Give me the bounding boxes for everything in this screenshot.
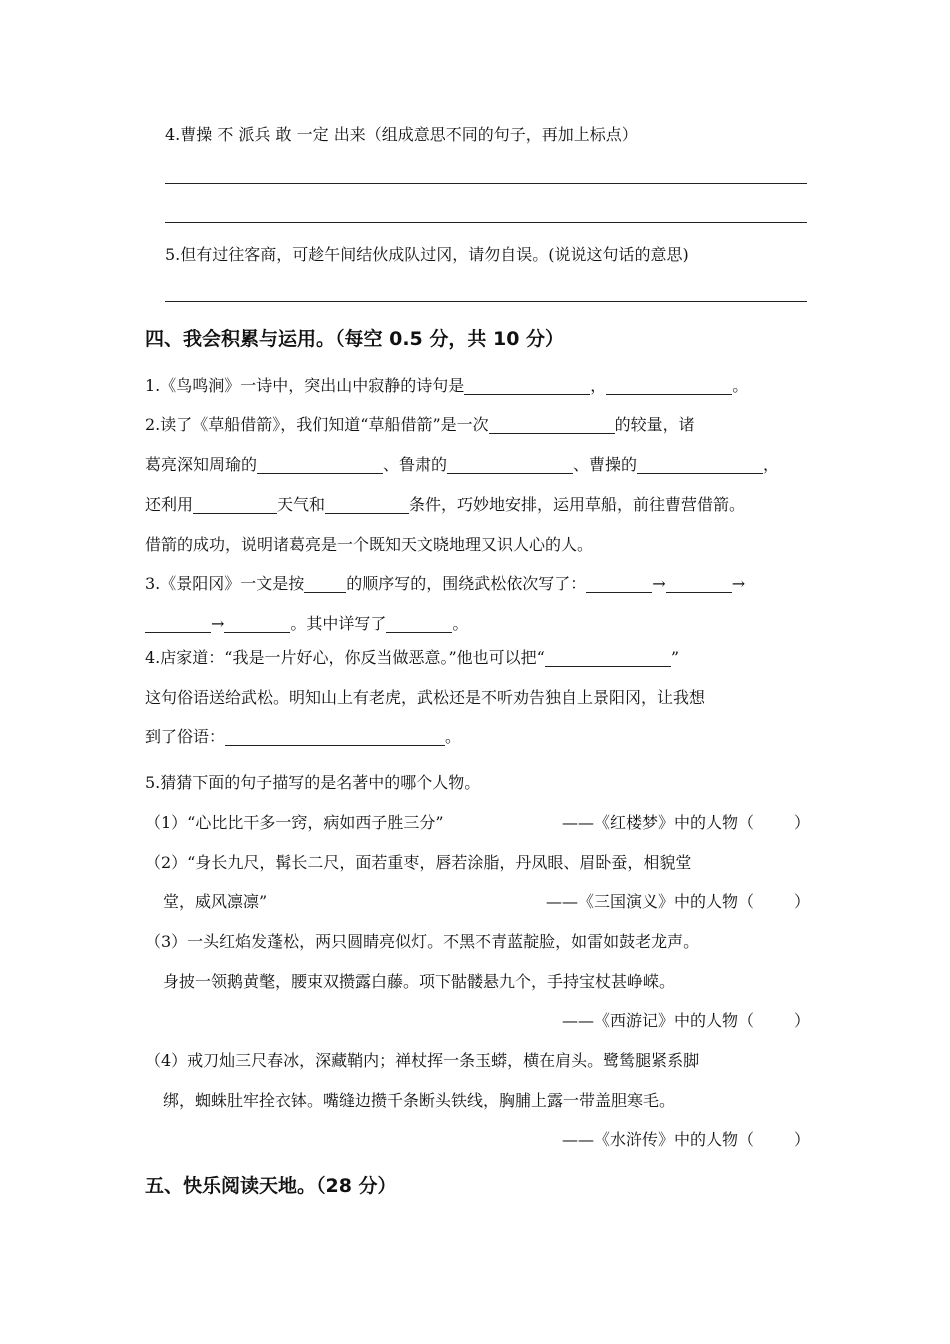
section-4-title: 四、我会积累与运用。（每空 0.5 分，共 10 分） bbox=[145, 328, 565, 350]
item-3-line-1: 3.《景阳冈》一文是按 的顺序写的，围绕武松依次写了： → → bbox=[145, 574, 746, 593]
item-5-3-line-1: （3）一头红焰发蓬松，两只圆睛亮似灯。不黑不青蓝靛脸，如雷如鼓老龙声。 bbox=[145, 932, 700, 951]
blank[interactable] bbox=[225, 727, 445, 746]
item-5-4-line-1: （4）戒刀灿三尺春冰，深藏鞘内；禅杖挥一条玉蟒，横在肩头。鹭鸶腿紧系脚 bbox=[145, 1051, 700, 1070]
blank[interactable] bbox=[304, 574, 346, 593]
blank[interactable] bbox=[224, 614, 290, 633]
item-1: 1.《鸟鸣涧》一诗中，突出山中寂静的诗句是 ， 。 bbox=[145, 376, 749, 395]
blank[interactable] bbox=[586, 574, 652, 593]
blank[interactable] bbox=[637, 455, 763, 474]
item-2-line-4: 借箭的成功，说明诸葛亮是一个既知天文晓地理又识人心的人。 bbox=[145, 535, 594, 554]
blank[interactable] bbox=[666, 574, 732, 593]
blank[interactable] bbox=[489, 415, 615, 434]
section-5-title: 五、快乐阅读天地。（28 分） bbox=[145, 1175, 397, 1197]
item-5-3-line-3: ——《西游记》中的人物（ ） bbox=[561, 1011, 810, 1030]
answer-line-q4-1[interactable] bbox=[165, 183, 807, 184]
item-4-line-1: 4.店家道：“我是一片好心，你反当做恶意。”他也可以把“ ” bbox=[145, 648, 679, 667]
blank[interactable] bbox=[606, 376, 732, 395]
blank[interactable] bbox=[447, 455, 573, 474]
item-5-3-line-2: 身披一领鹅黄氅，腰束双攒露白藤。项下骷髅悬九个，手持宝杖甚峥嵘。 bbox=[163, 972, 676, 991]
item-2-line-3: 还利用 天气和 条件，巧妙地安排，运用草船，前往曹营借箭。 bbox=[145, 495, 746, 514]
item-5-2-line-2: 堂，威风凛凛” ——《三国演义》中的人物（ ） bbox=[163, 892, 810, 911]
answer-line-q4-2[interactable] bbox=[165, 222, 807, 223]
q5-prompt: 5.但有过往客商，可趁午间结伙成队过冈，请勿自误。(说说这句话的意思) bbox=[165, 245, 689, 264]
item-5-4-line-3: ——《水浒传》中的人物（ ） bbox=[561, 1130, 810, 1149]
item-5-title: 5.猜猜下面的句子描写的是名著中的哪个人物。 bbox=[145, 773, 481, 792]
item-3-line-2: → 。其中详写了 。 bbox=[145, 612, 810, 636]
item-4-line-2: 这句俗语送给武松。明知山上有老虎，武松还是不听劝告独自上景阳冈，让我想 bbox=[145, 688, 706, 707]
blank[interactable] bbox=[386, 614, 452, 633]
blank[interactable] bbox=[464, 376, 590, 395]
item-2-line-1: 2.读了《草船借箭》，我们知道“草船借箭”是一次 的较量，诸 bbox=[145, 415, 695, 434]
blank[interactable] bbox=[325, 495, 409, 514]
item-4-line-3: 到了俗语： 。 bbox=[145, 727, 462, 746]
item-5-4-line-2: 绑，蜘蛛肚牢拴衣钵。嘴缝边攒千条断头铁线，胸脯上露一带盖胆寒毛。 bbox=[163, 1091, 676, 1110]
blank[interactable] bbox=[257, 455, 383, 474]
item-5-2-line-1: （2）“身长九尺，髯长二尺，面若重枣，唇若涂脂，丹凤眼、眉卧蚕，相貌堂 bbox=[145, 853, 692, 872]
blank[interactable] bbox=[193, 495, 277, 514]
item-5-1: （1）“心比比干多一窍，病如西子胜三分” ——《红楼梦》中的人物（ ） bbox=[145, 813, 810, 832]
item-2-line-2: 葛亮深知周瑜的 、鲁肃的 、曹操的 ， bbox=[145, 455, 780, 474]
q4-prompt: 4.曹操 不 派兵 敢 一定 出来（组成意思不同的句子，再加上标点） bbox=[165, 125, 638, 144]
answer-line-q5[interactable] bbox=[165, 301, 807, 302]
blank[interactable] bbox=[145, 614, 211, 633]
blank[interactable] bbox=[545, 648, 671, 667]
